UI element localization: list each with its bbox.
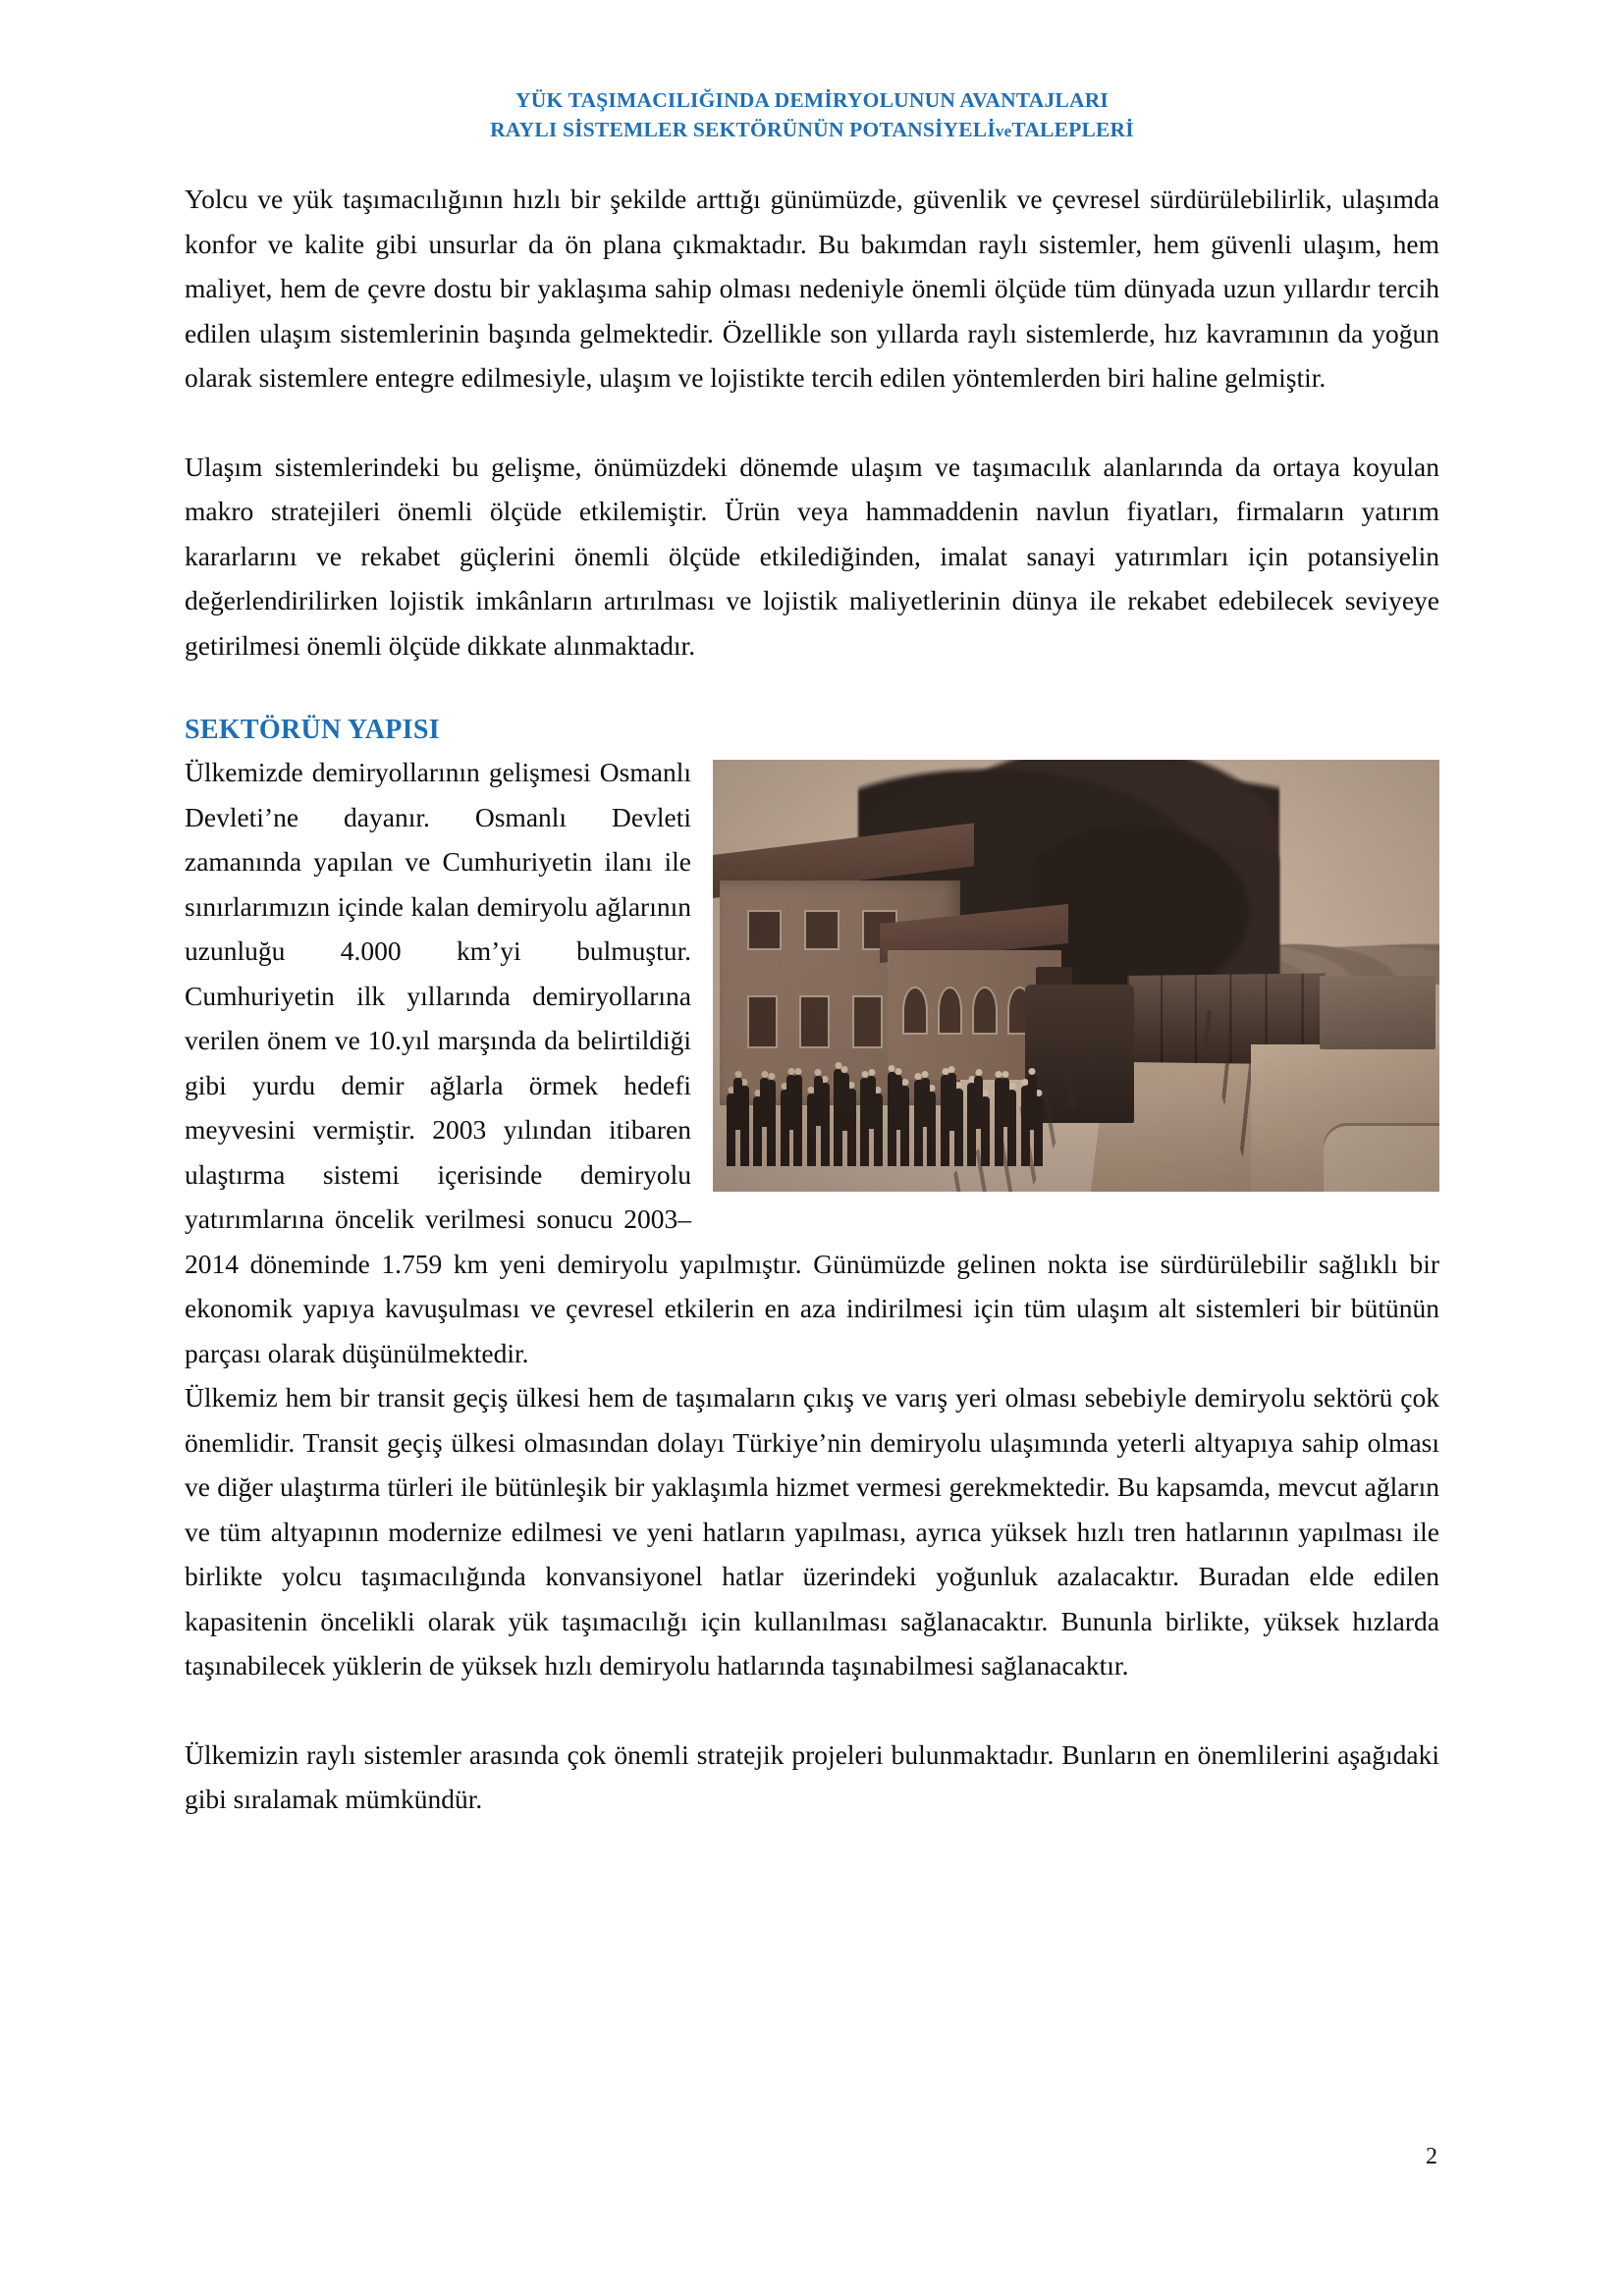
- page-title: SEKTÖRÜN YAPISI: [185, 715, 440, 745]
- header-line-2-conjunction: ve: [995, 121, 1012, 140]
- running-header: [0, 86, 1624, 144]
- header-line-1: YÜK TAŞIMACILIĞINDA DEMİRYOLUNUN AVANTAJLARI: [515, 88, 1109, 112]
- historical-railway-photo: [713, 760, 1439, 1192]
- paragraph-sector-history: Ülkemizde demiryollarının gelişmesi Osmanlı Devleti’ne dayanır. Osmanlı Devleti zamanında yapılan ve Cumhuriyetin ilanı ile sınırlarımızın içinde kalan demiryolu ağlarının uzunluğu 4.000 km’yi bulmuştur. Cumhuriyetin ilk yıllarında demiryollarına verilen önem ve 10.yıl marşında da belirtildiği gibi yurdu demir ağlarla örmek hedefi meyvesini vermiştir. 2003 yılından itibaren ulaştırma sistemi içerisinde demiryolu yatırımlarına öncelik verilmesi sonucu 2003–2014 döneminde 1.759 km yeni demiryolu yapılmıştır. Günümüzde gelinen nokta ise sürdürülebilir sağlıklı bir ekonomik yapıya kavuşulması ve çevresel etkilerin en aza indirilmesi için tüm ulaşım alt sistemleri bir bütünün parçası olarak düşünülmektedir.: [185, 757, 1439, 1368]
- paragraph-transit-country: Ülkemiz hem bir transit geçiş ülkesi hem de taşımaların çıkış ve varış yeri olması sebebiyle demiryolu sektörü çok önemlidir. Transit geçiş ülkesi olmasından dolayı Türkiye’nin demiryolu ulaşımında yeterli altyapıya sahip olması ve diğer ulaştırma türleri ile bütünleşik bir yaklaşımla hizmet vermesi gerekmektedir. Bu kapsamda, mevcut ağların ve tüm altyapının modernize edilmesi ve yeni hatların yapılması, ayrıca yüksek hızlı tren hatlarının yapılması ile birlikte yolcu taşımacılığında konvansiyonel hatlar üzerindeki yoğunluk azalacaktır. Buradan elde edilen kapasitenin öncelikli olarak yük taşımacılığı için kullanılması sağlanacaktır. Bununla birlikte, yüksek hızlarda taşınabilecek yüklerin de yüksek hızlı demiryolu hatlarında taşınabilmesi sağlanacaktır.: [185, 1382, 1439, 1681]
- paragraph-macro-strategy: Ulaşım sistemlerindeki bu gelişme, önümüzdeki dönemde ulaşım ve taşımacılık alanlarında da ortaya koyulan makro stratejileri önemli ölçüde etkilemiştir. Ürün veya hammaddenin navlun fiyatları, firmaların yatırım kararlarını ve rekabet güçlerini önemli ölçüde etkilediğinden, imalat sanayi yatırımları için potansiyelin değerlendirilirken lojistik imkânların artırılması ve lojistik maliyetlerinin dünya ile rekabet edebilecek seviyeye getirilmesi önemli ölçüde dikkate alınmaktadır.: [185, 451, 1439, 661]
- paragraph-intro: Yolcu ve yük taşımacılığının hızlı bir şekilde arttığı günümüzde, güvenlik ve çevresel sürdürülebilirlik, ulaşımda konfor ve kalite gibi unsurlar da ön plana çıkmaktadır. Bu bakımdan raylı sistemler, hem güvenli ulaşım, hem maliyet, hem de çevre dostu bir yaklaşıma sahip olması nedeniyle önemli ölçüde tüm dünyada uzun yıllardır tercih edilen ulaşım sistemlerinin başında gelmektedir. Özellikle son yıllarda raylı sistemlerde, hız kavramının da yoğun olarak sistemlere entegre edilmesiyle, ulaşım ve lojistikte tercih edilen yöntemlerden biri haline gelmiştir.: [185, 184, 1439, 393]
- header-line-2: [0, 116, 1624, 145]
- header-line-2-tail: TALEPLERİ: [1011, 117, 1134, 141]
- document-body: [185, 177, 1439, 1822]
- section-with-figure: [185, 750, 1439, 1375]
- page-number: 2: [1426, 2144, 1437, 2169]
- photo-vignette: [713, 760, 1439, 1192]
- paragraph-strategic-projects: Ülkemizin raylı sistemler arasında çok önemli stratejik projeleri bulunmaktadır. Bunların en önemlilerini aşağıdaki gibi sıralamak mümkündür.: [185, 1738, 1439, 1814]
- spacer: [185, 667, 1439, 711]
- photo-canvas: [713, 760, 1439, 1192]
- header-line-2-main: RAYLI SİSTEMLER SEKTÖRÜNÜN POTANSİYELİ: [490, 117, 996, 141]
